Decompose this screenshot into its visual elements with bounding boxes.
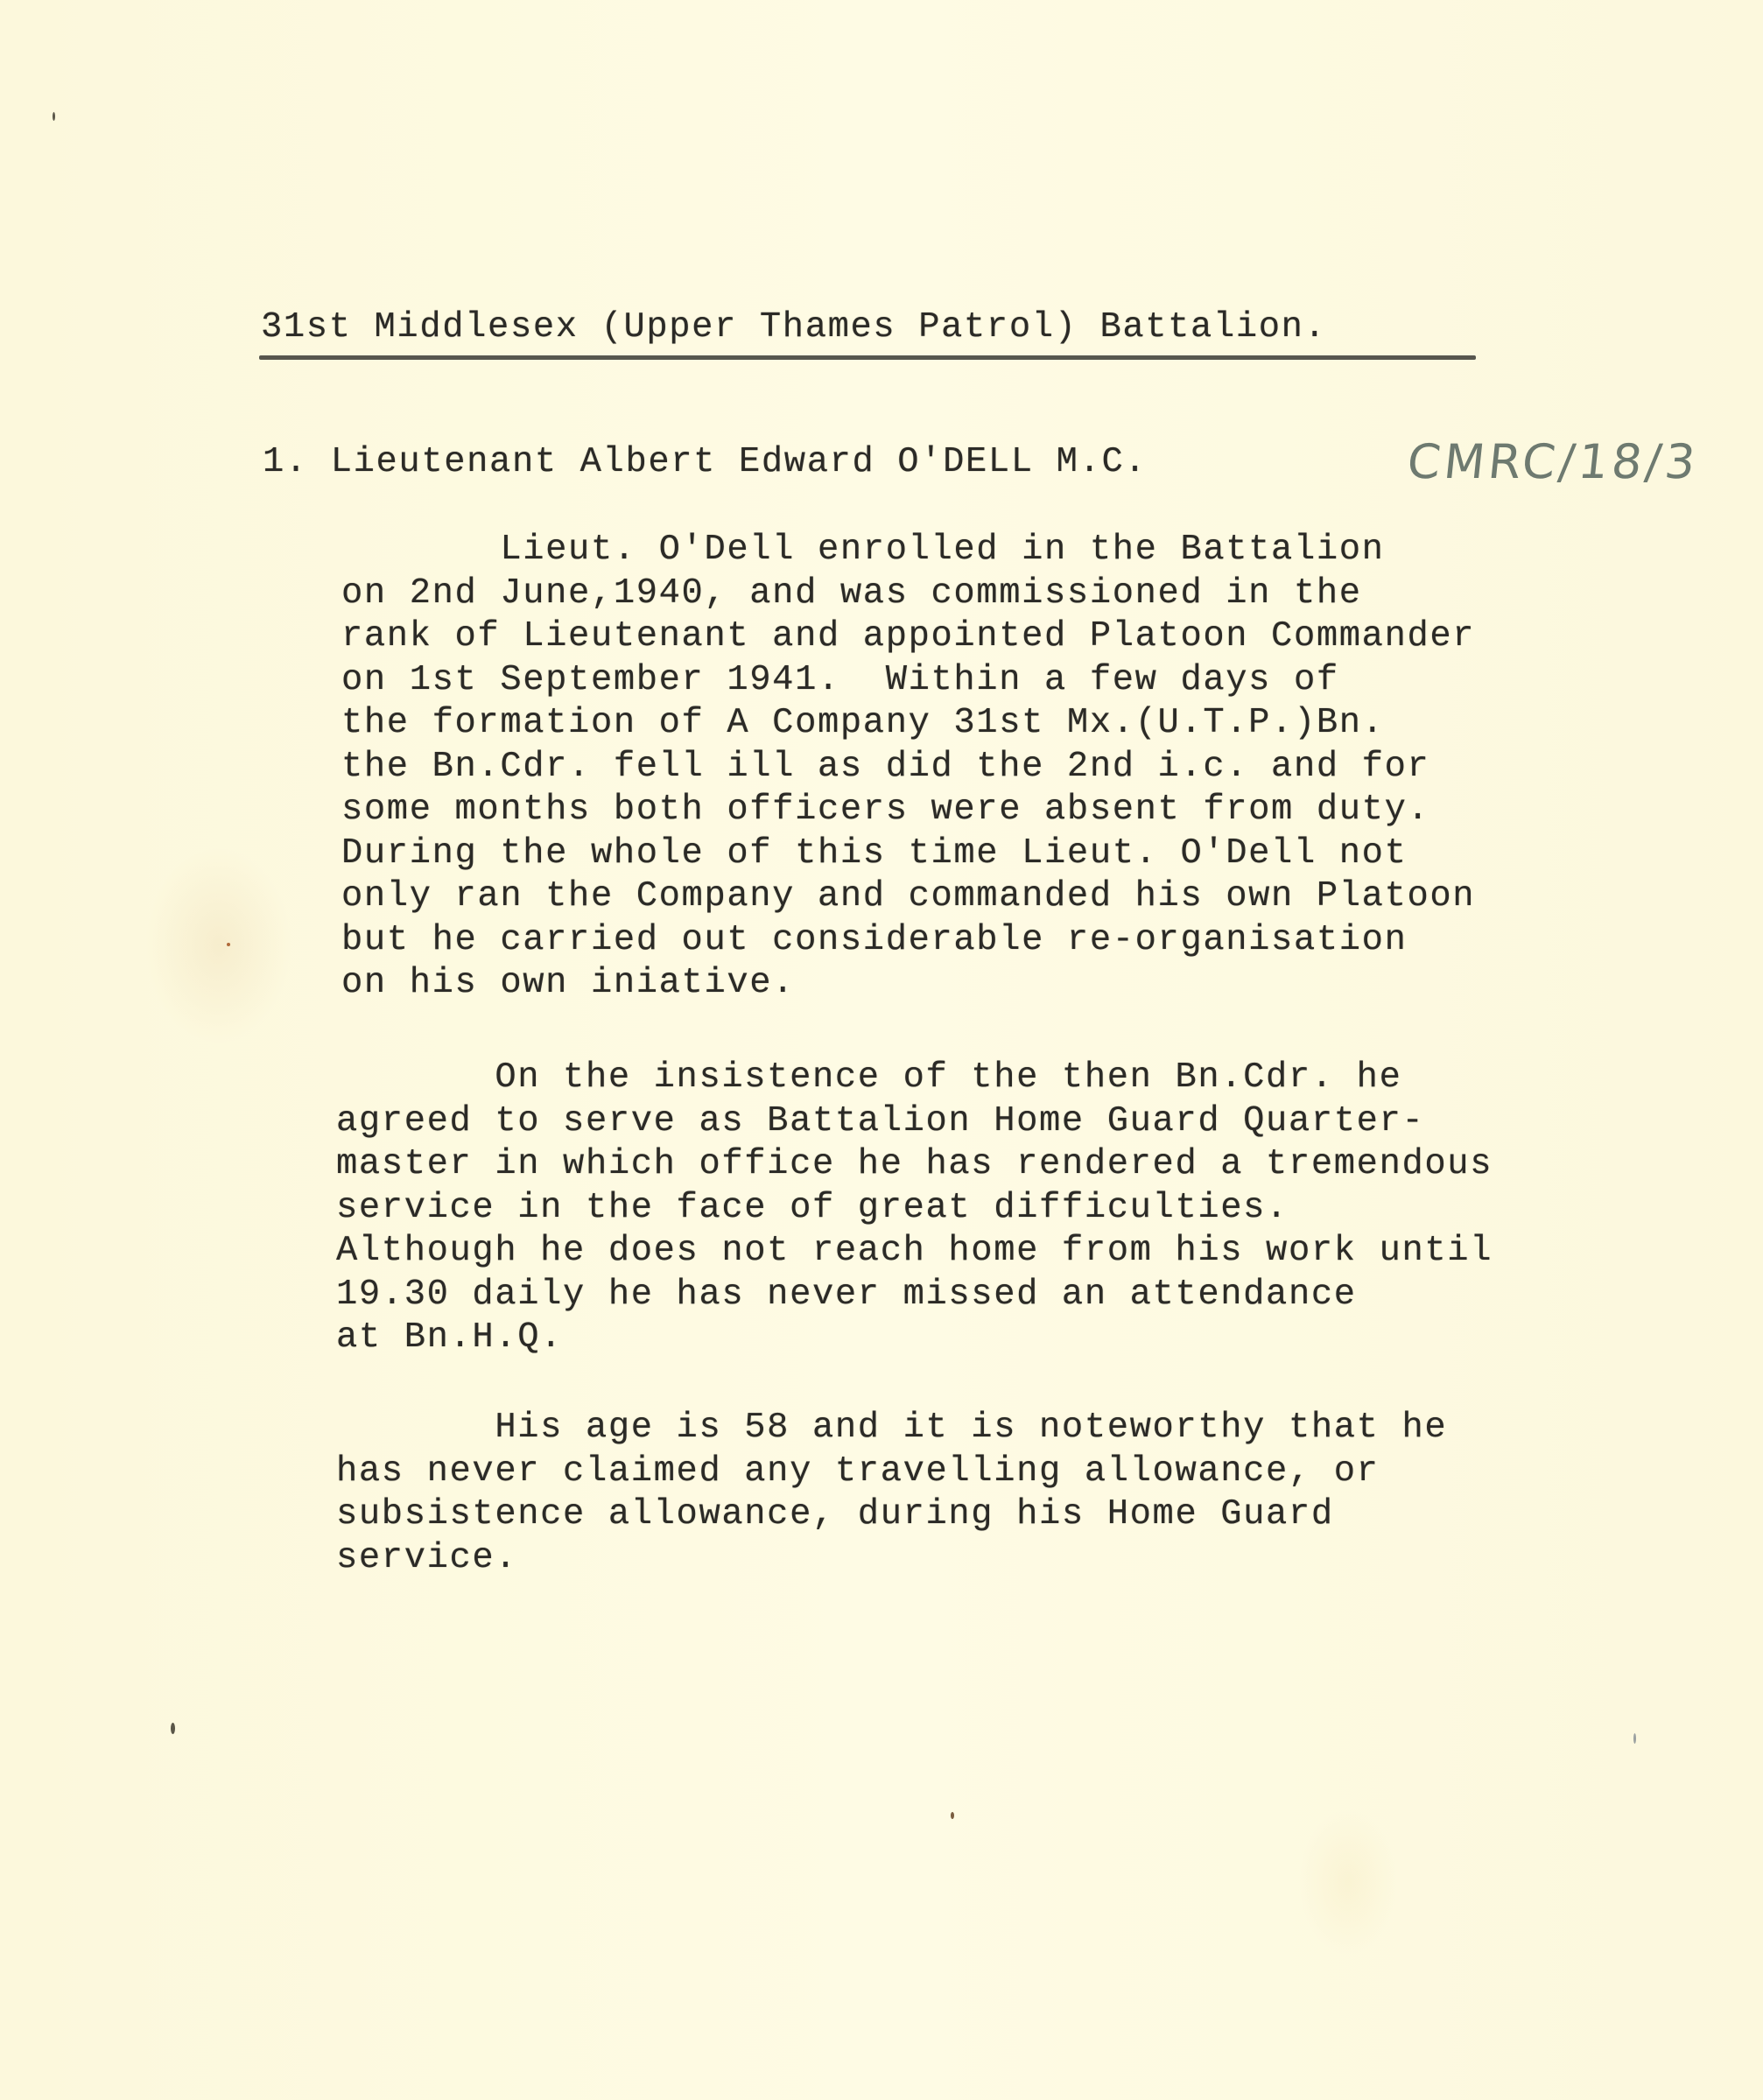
text-line: service in the face of great difficulties. xyxy=(336,1187,1289,1228)
text-line: but he carried out considerable re-organisation xyxy=(341,919,1408,960)
title-underline xyxy=(259,355,1476,360)
entry-heading: 1. Lieutenant Albert Edward O'DELL M.C. xyxy=(263,442,1148,482)
document-title: 31st Middlesex (Upper Thames Patrol) Battalion. xyxy=(261,307,1327,348)
text-line: rank of Lieutenant and appointed Platoon Commander xyxy=(341,616,1476,657)
paper-speck xyxy=(53,112,55,121)
text-line: During the whole of this time Lieut. O'Dell not xyxy=(341,832,1408,874)
text-line: the formation of A Company 31st Mx.(U.T.P.)Bn. xyxy=(341,703,1385,743)
text-line: 19.30 daily he has never missed an attendance xyxy=(336,1274,1357,1315)
text-line: agreed to serve as Battalion Home Guard Quarter- xyxy=(336,1100,1425,1141)
text-line: some months both officers were absent from duty. xyxy=(341,790,1430,830)
text-line: at Bn.H.Q. xyxy=(336,1317,564,1358)
text-line: subsistence allowance, during his Home Guard xyxy=(336,1494,1334,1535)
text-line: on his own iniative. xyxy=(341,963,796,1003)
text-line: service. xyxy=(336,1537,518,1578)
text-line: On the insistence of the then Bn.Cdr. he xyxy=(336,1057,1402,1098)
text-line: Although he does not reach home from his work until xyxy=(336,1231,1493,1271)
text-line: master in which office he has rendered a tremendous xyxy=(336,1144,1493,1184)
text-line: has never claimed any travelling allowance, or xyxy=(336,1450,1380,1492)
text-line: on 2nd June,1940, and was commissioned in the xyxy=(341,572,1362,614)
paper-speck xyxy=(171,1723,175,1734)
paper-speck xyxy=(1633,1733,1636,1744)
text-line: His age is 58 and it is noteworthy that he xyxy=(336,1408,1448,1448)
paper-speck xyxy=(951,1812,954,1819)
paragraph-3 xyxy=(336,1407,1447,1580)
text-line: on 1st September 1941. Within a few days of xyxy=(341,659,1339,700)
paragraph-1 xyxy=(341,529,1475,1006)
text-line: only ran the Company and commanded his own Platoon xyxy=(341,876,1476,917)
text-line: the Bn.Cdr. fell ill as did the 2nd i.c. and for xyxy=(341,746,1430,787)
paragraph-2 xyxy=(336,1057,1493,1360)
text-line: Lieut. O'Dell enrolled in the Battalion xyxy=(341,530,1385,570)
archive-reference-mark: CMRC/18/3 xyxy=(1404,434,1702,489)
paper-speck xyxy=(227,943,230,946)
